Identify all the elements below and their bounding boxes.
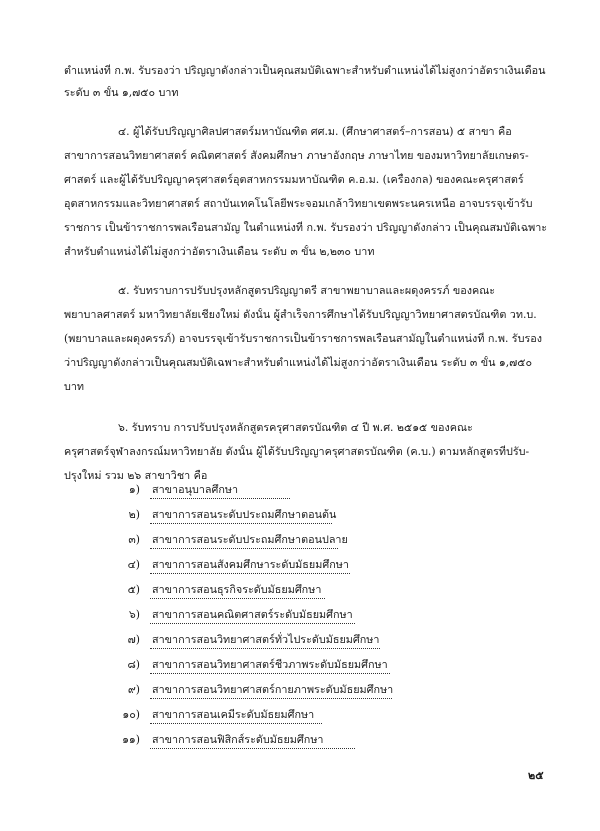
list-item: สาขาการสอนระดับประถมศึกษาตอนต้น (152, 508, 337, 521)
list-item-number: ๑) (128, 483, 140, 496)
list-item-number: ๑๑) (122, 733, 140, 746)
list-item-rule (150, 523, 332, 524)
list-item: สาขาการสอนวิทยาศาสตร์ทั่วไประดับมัธยมศึกษา (152, 633, 380, 646)
list-item-number: ๘) (127, 658, 140, 671)
paragraph-line: พยาบาลศาสตร์ มหาวิทยาลัยเชียงใหม่ ดังนั้น ผู้สำเร็จการศึกษาได้รับปริญญาวิทยาศาสตรบัณฑิต วท.บ. (64, 308, 537, 321)
list-item-number: ๙) (127, 683, 140, 696)
list-item-rule (150, 698, 392, 699)
list-item-rule (150, 648, 380, 649)
paragraph-line: ศาสตร์ และผู้ได้รับปริญญาครุศาสตร์อุตสาหกรรมมหาบัณฑิต ค.อ.ม. (เครื่องกล) ของคณะครุศาสตร์ (64, 173, 524, 186)
paragraph-line: ตำแหน่งที่ ก.พ. รับรองว่า ปริญญาดังกล่าวเป็นคุณสมบัติเฉพาะสำหรับตำแหน่งได้ไม่สูงกว่าอัตราเงินเดือน (64, 64, 546, 77)
list-item-rule (150, 623, 355, 624)
paragraph-line: ครุศาสตร์จุฬาลงกรณ์มหาวิทยาลัย ดังนั้น ผู้ได้รับปริญญาครุศาสตรบัณฑิต (ค.บ.) ตามหลักสูตรที่ปรับ- (64, 445, 530, 458)
paragraph-line: ๖. รับทราบ การปรับปรุงหลักสูตรครุศาสตรบัณฑิต ๔ ปี พ.ศ. ๒๕๑๕ ของคณะ (118, 421, 473, 434)
list-item-number: ๕) (127, 583, 140, 596)
list-item-rule (150, 723, 322, 724)
list-item: สาขาการสอนเคมีระดับมัธยมศึกษา (152, 708, 315, 721)
list-item: สาขาการสอนระดับประถมศึกษาตอนปลาย (152, 533, 348, 546)
list-item: สาขาการสอนคณิตศาสตร์ระดับมัธยมศึกษา (152, 608, 353, 621)
paragraph-line: สาขาการสอนวิทยาศาสตร์ คณิตศาสตร์ สังคมศึกษา ภาษาอังกฤษ ภาษาไทย ของมหาวิทยาลัยเกษตร- (64, 149, 529, 162)
paragraph-line: ระดับ ๓ ขั้น ๑,๗๕๐ บาท (64, 86, 179, 99)
list-item-rule (150, 573, 350, 574)
list-item: สาขาการสอนสังคมศึกษาระดับมัธยมศึกษา (152, 558, 349, 571)
list-item-number: ๔) (127, 558, 140, 571)
list-item-rule (150, 673, 390, 674)
paragraph-line: ราชการ เป็นข้าราชการพลเรือนสามัญ ในตำแหน่งที่ ก.พ. รับรองว่า ปริญญาดังกล่าว เป็นคุณสมบัติเฉพาะ (64, 221, 548, 234)
list-item-rule (150, 598, 325, 599)
paragraph-line: บาท (64, 380, 85, 393)
list-item-number: ๒) (128, 508, 140, 521)
list-item-rule (150, 498, 290, 499)
list-item: สาขาอนุบาลศึกษา (152, 483, 239, 496)
list-item-rule (150, 548, 338, 549)
list-item: สาขาการสอนวิทยาศาสตร์กายภาพระดับมัธยมศึกษา (152, 683, 394, 696)
list-item-number: ๑๐) (122, 708, 140, 721)
list-item: สาขาการสอนธุรกิจระดับมัธยมศึกษา (152, 583, 322, 596)
list-item: สาขาการสอนฟิสิกส์ระดับมัธยมศึกษา (152, 733, 324, 746)
paragraph-line: ๔. ผู้ได้รับปริญญาศิลปศาสตร์มหาบัณฑิต ศศ.ม. (ศึกษาศาสตร์–การสอน) ๕ สาขา คือ (118, 125, 512, 138)
paragraph-line: สำหรับตำแหน่งได้ไม่สูงกว่าอัตราเงินเดือน ระดับ ๓ ขั้น ๒,๒๓๐ บาท (64, 245, 375, 258)
paragraph-line: อุตสาหกรรมและวิทยาศาสตร์ สถาบันเทคโนโลยีพระจอมเกล้าวิทยาเขตพระนครเหนือ อาจบรรจุเข้ารับ (64, 197, 533, 210)
paragraph-line: ๕. รับทราบการปรับปรุงหลักสูตรปริญญาตรี สาขาพยาบาลและผดุงครรภ์ ของคณะ (118, 284, 496, 297)
list-item-rule (150, 748, 355, 749)
list-item: สาขาการสอนวิทยาศาสตร์ชีวภาพระดับมัธยมศึกษา (152, 658, 388, 671)
paragraph-line: ว่าปริญญาดังกล่าวเป็นคุณสมบัติเฉพาะสำหรับตำแหน่งได้ไม่สูงกว่าอัตราเงินเดือน ระดับ ๓ ขั้น ๑,๗๕๐ (64, 356, 533, 369)
list-item-number: ๖) (128, 608, 140, 621)
list-item-number: ๗) (127, 633, 140, 646)
paragraph-line: ปรุงใหม่ รวม ๒๖ สาขาวิชา คือ (64, 469, 208, 482)
paragraph-line: (พยาบาลและผดุงครรภ์) อาจบรรจุเข้ารับราชการเป็นข้าราชการพลเรือนสามัญในตำแหน่งที่ ก.พ. รับรอง (64, 332, 543, 345)
page-number: ๒๕ (528, 769, 544, 782)
list-item-number: ๓) (128, 533, 140, 546)
